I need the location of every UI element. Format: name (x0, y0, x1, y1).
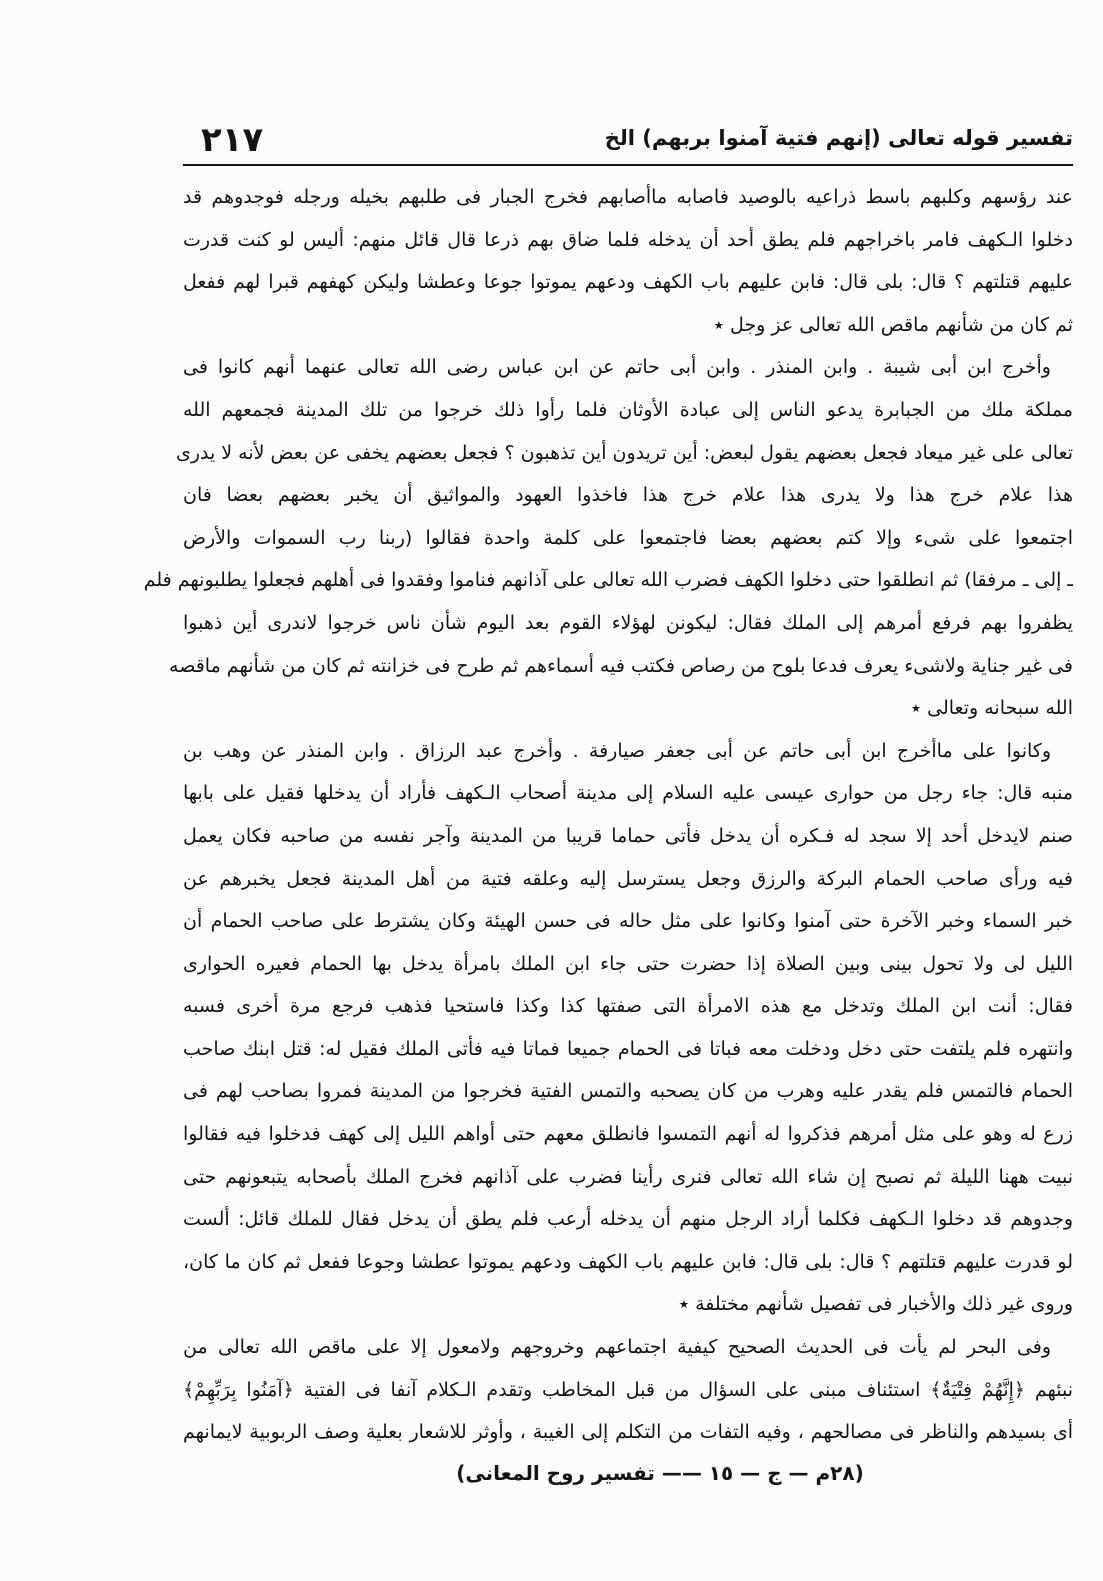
text-line: صنم لايدخل أحد إلا سجد له فـكره أن يدخل فأتى حماما قريبا من المدينة وآجر نفسه من صاحبه فكان يعمل (183, 824, 1073, 847)
text-body (143, 176, 1073, 1454)
paragraph (183, 1326, 1073, 1454)
text-line: فيه ورأى صاحب الحمام البركة والرزق وجعل يسترسل إليه وعلقه فتية من أهل المدينة فجعل يخبرهم عن (183, 867, 1073, 890)
text-line: تعالى على غير ميعاد فجعل بعضهم يقول لبعض: أين تريدون أين تذهبون ؟ فجعل بعضهم يخفى عن بعض لأنه لا يدرى (175, 441, 1073, 464)
text-line: فقال: أنت ابن الملك وتدخل مع هذه الامرأة التى صفتها كذا وكذا فاستحيا فذهب فرجع مرة أخرى فسبه (183, 995, 1073, 1018)
text-line: لو قدرت عليهم قتلتهم ؟ قال: بلى قال: فابن عليهم باب الكهف ودعهم يموتوا عطشا وجوعا ففعل ثم كان ما كان، (183, 1250, 1073, 1273)
text-line: ثم كان من شأنهم ماقص الله تعالى عز وجل ٭ (713, 313, 1073, 336)
text-line: الليل لى ولا تحول بينى وبين الصلاة إذا حضرت حتى جاء ابن الملك بامرأة يدخل بها الحمام فعيره الحوارى (183, 952, 1073, 975)
text-line: فى غير جناية ولاشىء يعرف فدعا بلوح من رصاص فكتب فيه أسماءهم ثم طرح فى خزانته ثم كان من شأنهم ماقصه (169, 654, 1073, 677)
text-line: وروى غير ذلك والأخبار فى تفصيل شأنهم مختلفة ٭ (678, 1293, 1073, 1316)
page-header (183, 120, 1073, 164)
text-line: منبه قال: جاء رجل من حوارى عيسى عليه السلام إلى مدينة أصحاب الـكهف فأراد أن يدخلها فقيل على بابها (183, 782, 1073, 805)
footer-signature: (٢٨م — ج — ١٥ —— تفسير روح المعانى) (456, 1461, 864, 1485)
header-rule (183, 164, 1073, 166)
text-line: ـ إلى ـ مرفقا) ثم انطلقوا حتى دخلوا الكهف فضرب الله تعالى على آذانهم فناموا وفقدوا فى أهلهم فجعلوا يطلبونهم فلم (143, 569, 1073, 592)
text-line: الحمام فالتمس فلم يقدر عليه وهرب من كان يصحبه والتمس الفتية فخرجوا من المدينة فمروا بصاحب لهم فى (183, 1080, 1073, 1103)
text-line: عليهم قتلتهم ؟ قال: بلى قال: فابن عليهم باب الكهف ودعهم يموتوا جوعا وعطشا وليكن كهفهم قبرا لهم ففعل (183, 271, 1073, 294)
text-line: وانتهره فلم يلتفت حتى دخل ودخلت معه فباتا فى الحمام جميعا فماتا فيه فأتى الملك فقيل له: قتل ابنك صاحب (183, 1037, 1073, 1060)
paragraph (183, 176, 1073, 346)
paragraph (183, 730, 1073, 1326)
text-line: الله سبحانه وتعالى ٭ (910, 697, 1073, 720)
text-line: مملكة ملك من الجبابرة يدعو الناس إلى عبادة الأوثان فلما رأوا ذلك خرجوا من تلك المدينة فجمعهم الله (183, 398, 1073, 421)
page-number: ٢١٧ (201, 120, 264, 160)
text-line: نبيت ههنا الليلة ثم نصبح إن شاء الله تعالى فنرى رأينا فضرب على آذانهم فخرج الملك بأصحابه يتبعونهم حتى (183, 1165, 1073, 1188)
text-line: دخلوا الـكهف فامر باخراجهم فلم يطق أحد أن يدخله فلما ضاق بهم ذرعا قال قائل منهم: أليس لو كنت قدرت (183, 228, 1073, 251)
page-title: تفسير قوله تعالى (إنهم فتية آمنوا بربهم) الخ (604, 126, 1073, 150)
text-line: أى بسيدهم والناظر فى مصالحهم ، وفيه التفات من التكلم إلى الغيبة ، وأوثر للاشعار بعلية وصف الربوبية لايمانهم (183, 1421, 1073, 1444)
text-line: وفى البحر لم يأت فى الحديث الصحيح كيفية اجتماعهم وخروجهم ولامعول إلا على ماقص الله تعالى من (183, 1336, 1051, 1359)
text-line: زرع له وهو على مثل أمرهم فذكروا له أنهم التمسوا فانطلق معهم حتى أواهم الليل إلى كهف فدخلوا فيه فقالوا (183, 1123, 1073, 1146)
text-line: وكانوا على ماأخرج ابن أبى حاتم عن أبى جعفر صيارفة . وأخرج عبد الرزاق . وابن المنذر عن وهب بن (183, 739, 1051, 762)
paragraph (143, 346, 1073, 729)
text-line: يظفروا بهم فرفع أمرهم إلى الملك فقال: ليكونن لهؤلاء القوم بعد اليوم شأن ناس خرجوا لاندرى أين ذهبوا (183, 611, 1073, 634)
text-line: هذا علام خرج هذا ولا يدرى هذا علام خرج هذا فاخذوا العهود والمواثيق أن يخبر بعضهم بعضا فان (183, 484, 1073, 507)
text-line: وجدوهم قد دخلوا الـكهف فكلما أراد الرجل منهم أن يدخله أرعب فلم يطق أن يدخل فقال للملك قائل: ألست (183, 1208, 1073, 1231)
text-line: نبئهم ﴿إِنَّهُمْ فِتْيَةٌ﴾ استئناف مبنى على السؤال من قبل المخاطب وتقدم الـكلام آنفا فى الفتية ﴿آمَنُوا بِرَبِّهِمْ﴾ (183, 1378, 1073, 1401)
text-line: خبر السماء وخبر الآخرة حتى آمنوا وكانوا على مثل حاله فى حسن الهيئة وكان يشترط على صاحب الحمام أن (183, 910, 1073, 933)
text-line: اجتمعوا على شىء وإلا كتم بعضهم بعضا فاجتمعوا على كلمة واحدة فقالوا (ربنا رب السموات والأرض (183, 526, 1073, 549)
text-line: وأخرج ابن أبى شيبة . وابن المنذر . وابن أبى حاتم عن ابن عباس رضى الله تعالى عنهما أنهم كانوا فى (183, 356, 1051, 379)
text-line: عند رؤسهم وكلبهم باسط ذراعيه بالوصيد فاصابه ماأصابهم فخرج الجبار فى طلبهم بخيله ورجله فوجدوهم قد (183, 186, 1073, 208)
